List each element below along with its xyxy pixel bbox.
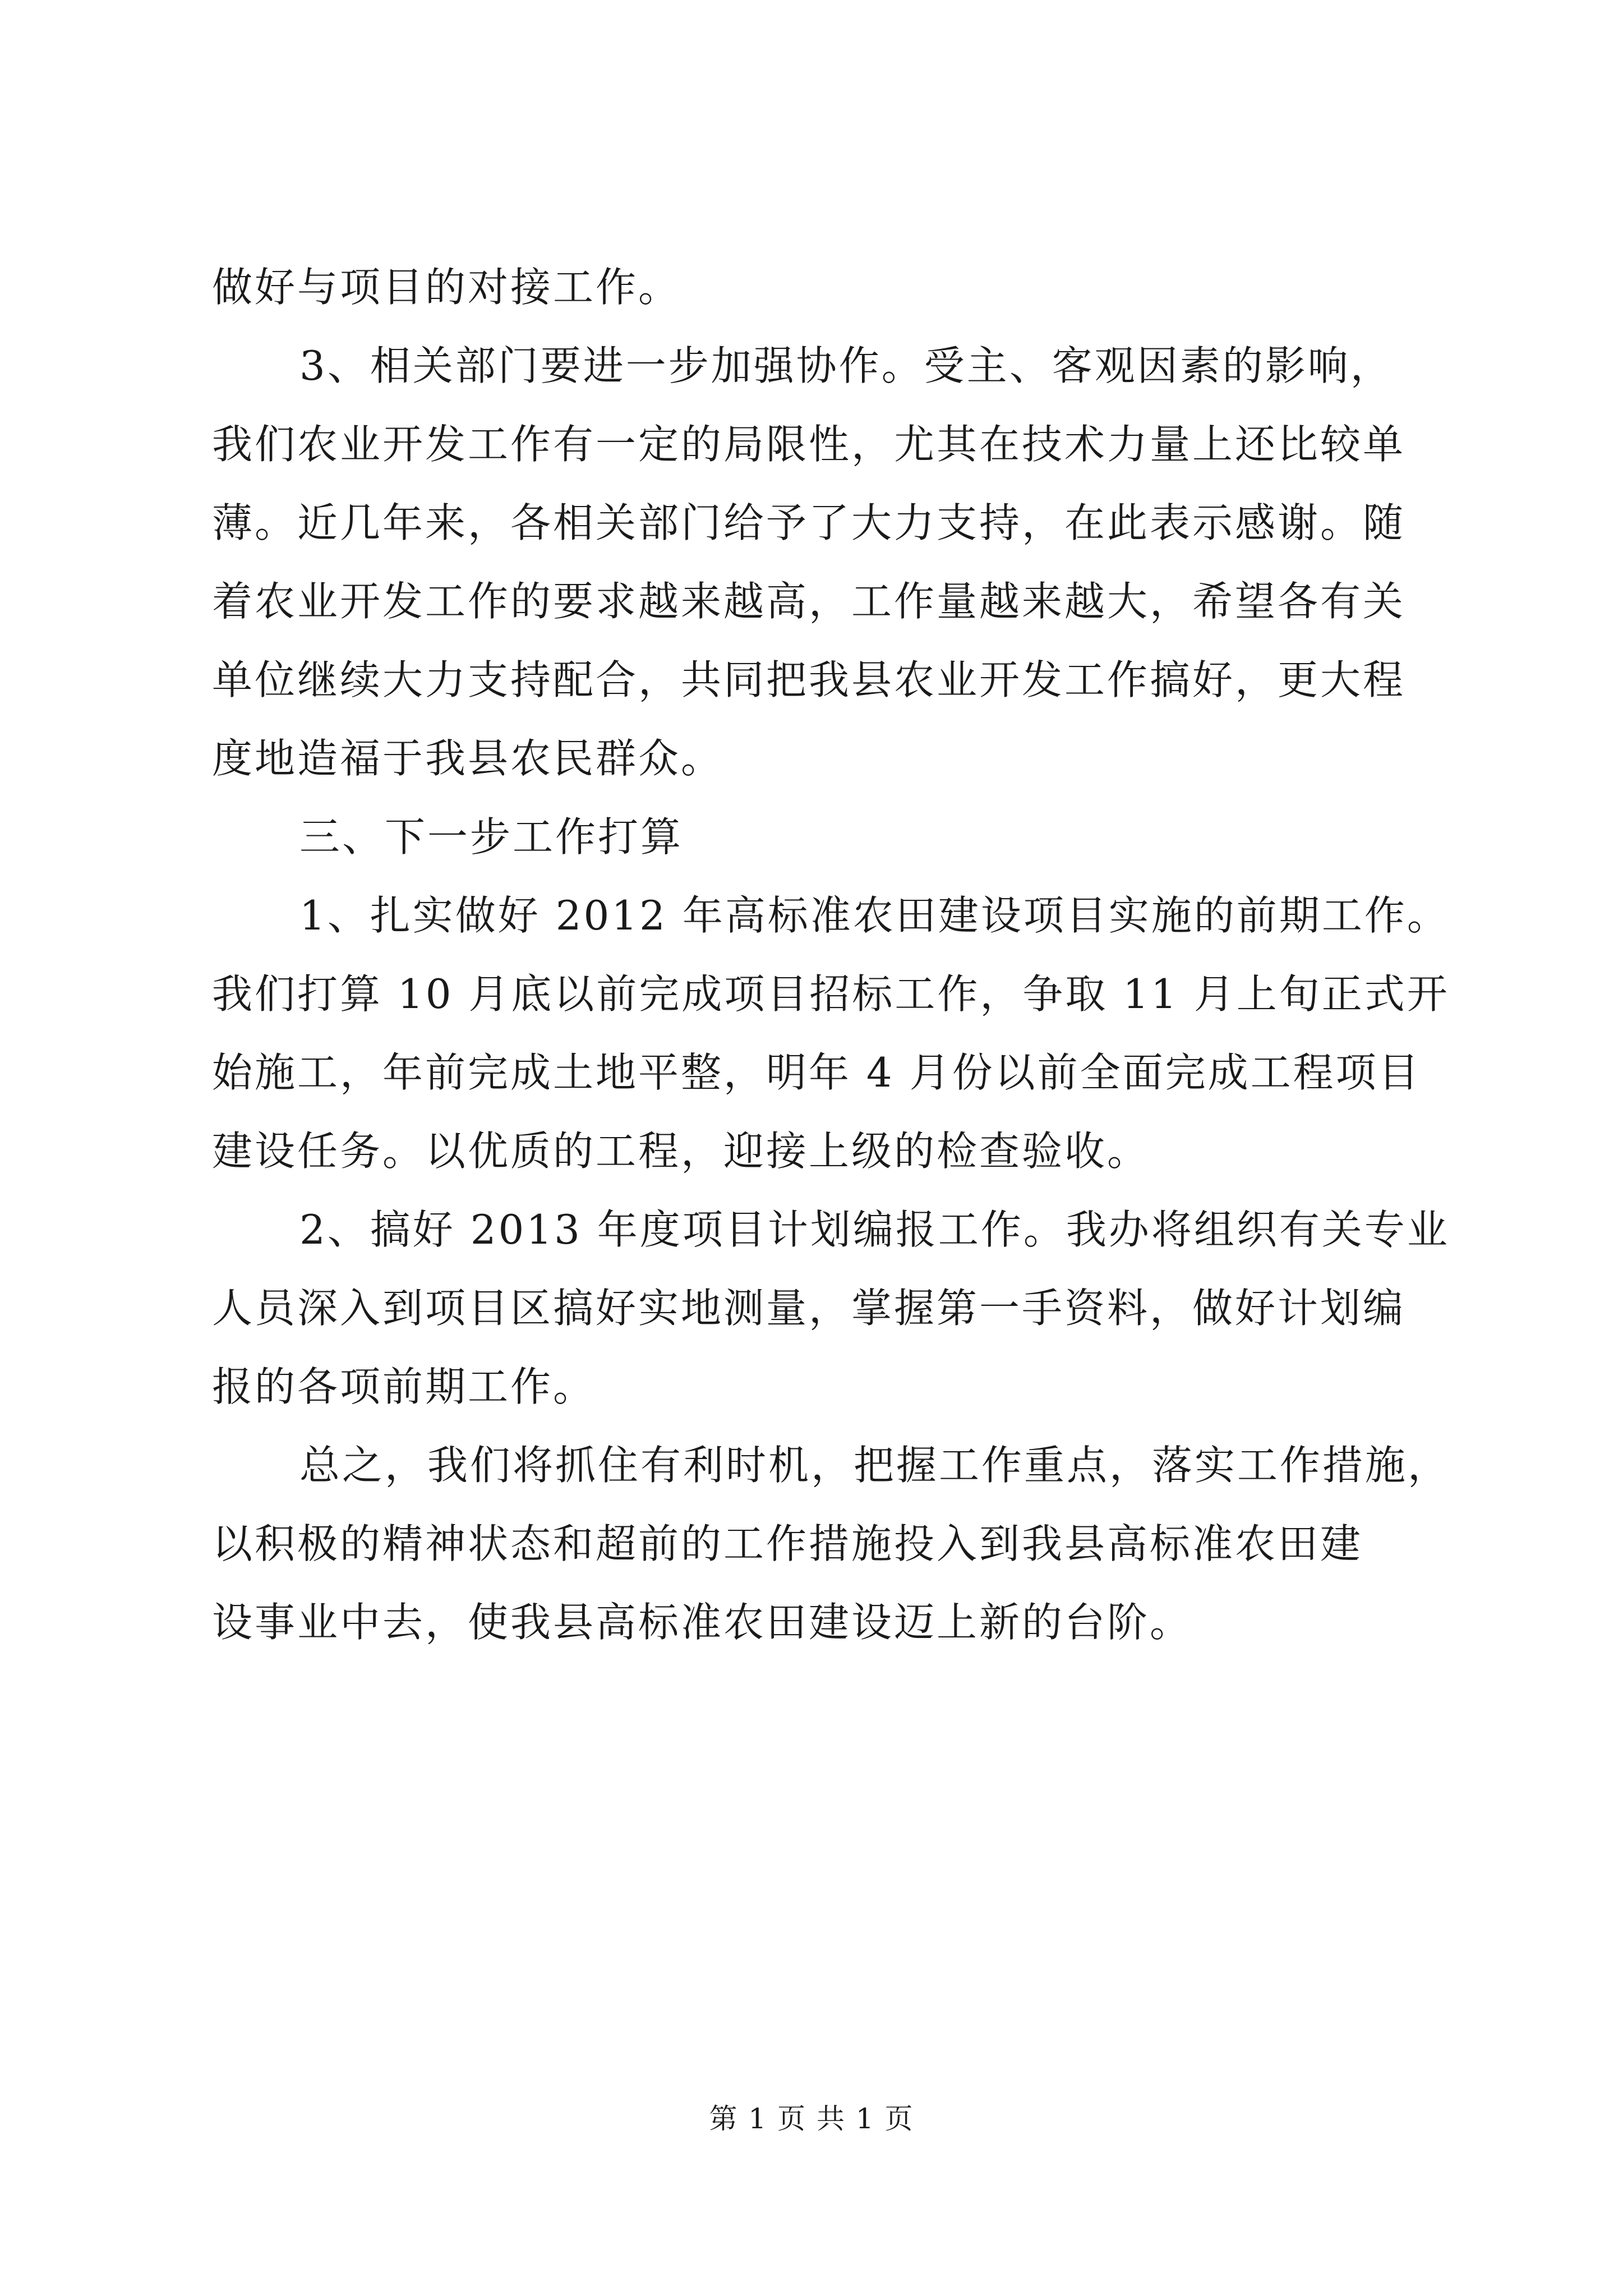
- text-line-14: 人员深入到项目区搞好实地测量，掌握第一手资料，做好计划编: [212, 1285, 1406, 1332]
- text-line-7: 度地造福于我县农民群众。: [212, 735, 724, 782]
- text-line-13: 2、搞好 2013 年度项目计划编报工作。我办将组织有关专业: [299, 1206, 1450, 1253]
- text-line-2: 3、相关部门要进一步加强协作。受主、客观因素的影响，: [299, 342, 1393, 389]
- text-line-16: 总之，我们将抓住有利时机，把握工作重点，落实工作措施，: [299, 1442, 1451, 1489]
- text-line-10: 我们打算 10 月底以前完成项目招标工作，争取 11 月上旬正式开: [212, 970, 1450, 1018]
- text-line-4: 薄。近几年来，各相关部门给予了大力支持，在此表示感谢。随: [212, 499, 1406, 546]
- text-line-9: 1、扎实做好 2012 年高标准农田建设项目实施的前期工作。: [299, 892, 1450, 939]
- text-line-1: 做好与项目的对接工作。: [212, 264, 681, 311]
- text-line-17: 以积极的精神状态和超前的工作措施投入到我县高标准农田建: [212, 1520, 1363, 1567]
- text-line-5: 着农业开发工作的要求越来越高，工作量越来越大，希望各有关: [212, 578, 1406, 625]
- page-number: 第 1 页 共 1 页: [709, 2102, 914, 2135]
- document-body: [212, 248, 1451, 1662]
- text-line-11: 始施工，年前完成土地平整，明年 4 月份以前全面完成工程项目: [212, 1049, 1421, 1096]
- text-line-12: 建设任务。以优质的工程，迎接上级的检查验收。: [212, 1128, 1150, 1175]
- section-heading: 三、下一步工作打算: [299, 813, 684, 861]
- text-line-6: 单位继续大力支持配合，共同把我县农业开发工作搞好，更大程: [212, 656, 1406, 703]
- text-line-3: 我们农业开发工作有一定的局限性，尤其在技术力量上还比较单: [212, 421, 1406, 468]
- page-footer: [0, 2099, 1623, 2138]
- text-line-18: 设事业中去，使我县高标准农田建设迈上新的台阶。: [212, 1599, 1193, 1646]
- text-line-15: 报的各项前期工作。: [212, 1363, 596, 1410]
